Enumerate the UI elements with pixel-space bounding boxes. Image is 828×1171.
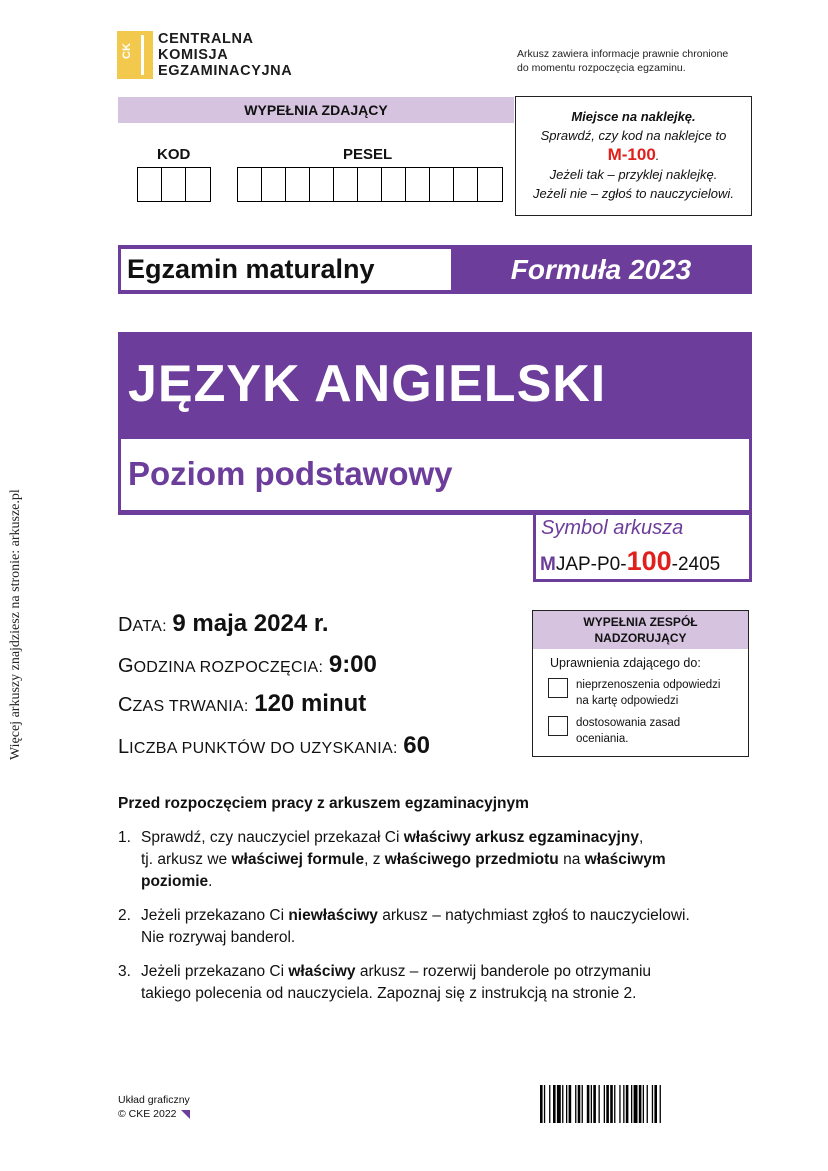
checkbox-no-transfer[interactable] xyxy=(548,678,568,698)
barcode-bar xyxy=(549,1085,550,1123)
footer xyxy=(118,1093,190,1121)
cke-logo-text xyxy=(158,31,292,79)
instructions-title: Przed rozpoczęciem pracy z arkuszem egzaminacyjnym xyxy=(118,795,529,812)
logo-mark-bars xyxy=(141,35,153,75)
instruction-text: Jeżeli przekazano Ci niewłaściwy arkusz – natychmiast zgłoś to nauczycielowi. Nie rozrywaj banderol. xyxy=(141,907,690,946)
exam-type: Egzamin maturalny xyxy=(121,249,451,290)
kod-input-boxes[interactable] xyxy=(137,167,211,202)
sticker-title: Miejsce na naklejkę. xyxy=(571,109,696,124)
instruction-text: Sprawdź, czy nauczyciel przekazał Ci właściwy arkusz egzaminacyjny, tj. arkusz we właściwej formule, z właściwego przedmiotu na właściwym poziomie. xyxy=(141,829,666,890)
barcode-bar xyxy=(557,1085,561,1123)
barcode-bar xyxy=(626,1085,629,1123)
sticker-code-suffix: . xyxy=(655,148,660,163)
pesel-digit-box[interactable] xyxy=(406,168,430,201)
logo-line-3: EGZAMINACYJNA xyxy=(158,63,293,79)
sticker-line-1: Sprawdź, czy kod na naklejce to xyxy=(540,128,727,143)
option-adapted-grading: dostosowania zasad oceniania. xyxy=(576,717,681,745)
symbol-prefix-m: M xyxy=(540,554,556,575)
start-time-value: 9:00 xyxy=(328,651,377,678)
symbol-code xyxy=(540,546,720,577)
duration-value: 120 minut xyxy=(254,690,367,717)
footer-line-2: © CKE 2022 xyxy=(118,1108,177,1120)
option-no-transfer: nieprzenoszenia odpowiedzi na kartę odpowiedzi xyxy=(576,679,721,707)
barcode-bar xyxy=(623,1085,624,1123)
barcode-bar xyxy=(619,1085,620,1123)
sticker-line-2: Jeżeli tak – przyklej naklejkę. xyxy=(549,167,718,182)
barcode-bar xyxy=(647,1085,648,1123)
barcode-bar xyxy=(660,1085,661,1123)
supervisor-header: WYPEŁNIA ZESPÓŁ NADZORUJĄCY xyxy=(533,611,748,649)
instruction-text: Jeżeli przekazano Ci właściwy arkusz – rozerwij banderole po otrzymaniu takiego polecenia od nauczyciela. Zapoznaj się z instrukcją na stronie 2. xyxy=(141,963,652,1002)
pesel-digit-box[interactable] xyxy=(334,168,358,201)
symbol-prefix-rest: JAP-P0- xyxy=(555,554,627,575)
sticker-code: M-100 xyxy=(607,145,656,164)
pesel-input-boxes[interactable] xyxy=(237,167,503,202)
pesel-digit-box[interactable] xyxy=(454,168,478,201)
barcode-bar xyxy=(569,1085,572,1123)
legal-line-1: Arkusz zawiera informacje prawnie chronione xyxy=(517,48,729,60)
symbol-label: Symbol arkusza xyxy=(541,517,684,539)
logo-line-2: KOMISJA xyxy=(158,47,229,63)
info-points: LICZBA PUNKTÓW DO UZYSKANIA: 60 xyxy=(118,732,430,759)
barcode-bar xyxy=(652,1085,653,1123)
logo-line-1: CENTRALNA xyxy=(158,31,254,47)
pesel-digit-box[interactable] xyxy=(430,168,454,201)
info-date: DATA: 9 maja 2024 r. xyxy=(118,610,329,637)
pesel-digit-box[interactable] xyxy=(310,168,334,201)
info-start-time: GODZINA ROZPOCZĘCIA: 9:00 xyxy=(118,651,377,678)
pesel-digit-box[interactable] xyxy=(238,168,262,201)
cke-logo-mark xyxy=(117,31,153,79)
barcode-bar xyxy=(614,1085,615,1123)
legal-line-2: do momentu rozpoczęcia egzaminu. xyxy=(517,62,686,74)
instruction-item-2: 2. Jeżeli przekazano Ci niewłaściwy arkusz – natychmiast zgłoś to nauczycielowi. Nie rozrywaj banderol. xyxy=(118,905,758,949)
kod-label: KOD xyxy=(157,146,191,163)
barcode-bar xyxy=(604,1085,605,1123)
checkbox-adapted-grading[interactable] xyxy=(548,716,568,736)
pesel-digit-box[interactable] xyxy=(262,168,286,201)
barcode-bar xyxy=(634,1085,638,1123)
exam-formula: Formuła 2023 xyxy=(510,254,692,285)
barcode-bar xyxy=(610,1085,613,1123)
sticker-area xyxy=(515,96,752,216)
barcode-bar xyxy=(553,1085,556,1123)
barcode xyxy=(540,1085,750,1123)
barcode-bar xyxy=(599,1085,600,1123)
symbol-number: 100 xyxy=(626,546,672,576)
supervisor-rights-label: Uprawnienia zdającego do: xyxy=(550,656,701,670)
info-duration: CZAS TRWANIA: 120 minut xyxy=(118,690,367,717)
instruction-item-3: 3. Jeżeli przekazano Ci właściwy arkusz – rozerwij banderole po otrzymaniu takiego polecenia od nauczyciela. Zapoznaj się z instrukcją na stronie 2. xyxy=(118,961,758,1005)
cke-corner-mark xyxy=(181,1110,190,1119)
kod-digit-box[interactable] xyxy=(186,168,210,201)
barcode-bar xyxy=(593,1085,596,1123)
barcode-bar xyxy=(540,1085,543,1123)
legal-notice xyxy=(517,47,767,75)
pesel-digit-box[interactable] xyxy=(478,168,502,201)
barcode-bar xyxy=(587,1085,590,1123)
level-text: Poziom podstawowy xyxy=(128,455,453,492)
candidate-fill-header: WYPEŁNIA ZDAJĄCY xyxy=(118,97,514,123)
instruction-item-1: 1. Sprawdź, czy nauczyciel przekazał Ci właściwy arkusz egzaminacyjny, tj. arkusz we właściwej formule, z właściwego przedmiotu na właściwym poziomie. xyxy=(118,827,758,893)
symbol-suffix: -2405 xyxy=(671,554,721,575)
barcode-bar xyxy=(582,1085,583,1123)
barcode-bar xyxy=(591,1085,592,1123)
barcode-bar xyxy=(566,1085,567,1123)
barcode-bar xyxy=(639,1085,642,1123)
kod-digit-box[interactable] xyxy=(138,168,162,201)
barcode-bar xyxy=(643,1085,644,1123)
barcode-bar xyxy=(606,1085,609,1123)
subject-title: JĘZYK ANGIELSKI xyxy=(128,355,607,413)
barcode-bar xyxy=(578,1085,581,1123)
side-note: Więcej arkuszy znajdziesz na stronie: arkusze.pl xyxy=(8,489,23,760)
footer-line-1: Układ graficzny xyxy=(118,1094,190,1106)
sticker-line-3: Jeżeli nie – zgłoś to nauczycielowi. xyxy=(533,186,734,201)
pesel-digit-box[interactable] xyxy=(358,168,382,201)
kod-digit-box[interactable] xyxy=(162,168,186,201)
logo-mark-text: CK xyxy=(120,43,133,59)
barcode-bar xyxy=(575,1085,576,1123)
date-value: 9 maja 2024 r. xyxy=(172,610,329,637)
pesel-label: PESEL xyxy=(343,146,393,163)
pesel-digit-box[interactable] xyxy=(286,168,310,201)
barcode-bar xyxy=(562,1085,563,1123)
barcode-bar xyxy=(544,1085,545,1123)
barcode-bar xyxy=(654,1085,657,1123)
points-value: 60 xyxy=(403,732,430,759)
barcode-bar xyxy=(631,1085,632,1123)
pesel-digit-box[interactable] xyxy=(382,168,406,201)
